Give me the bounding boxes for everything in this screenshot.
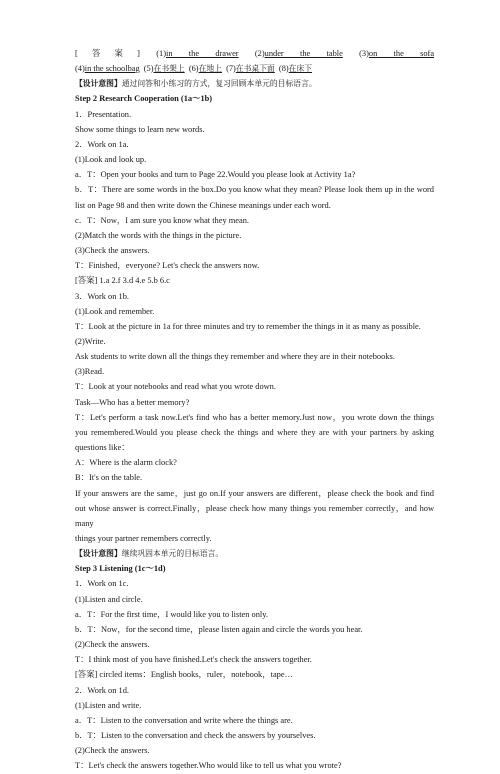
text-line: b．T：There are some words in the box.Do you know what they mean? Please look them up in the word bbox=[75, 185, 434, 195]
answer-num: (1) bbox=[156, 49, 166, 58]
text-line: (2)Check the answers. bbox=[75, 746, 150, 756]
design-label: 【设计意图】 bbox=[75, 549, 122, 559]
text-line: 2．Work on 1d. bbox=[75, 685, 129, 695]
answer-num: (6) bbox=[188, 64, 199, 74]
text-line: T：Let's check the answers together.Who would like to tell us what you wrote? bbox=[75, 761, 342, 771]
text-line: questions like： bbox=[75, 443, 130, 453]
answer-num: (2) bbox=[254, 49, 265, 58]
answer-item: under the table bbox=[264, 49, 343, 58]
text-line: (3)Check the answers. bbox=[75, 246, 150, 256]
answer-line: [答案] 1.a 2.f 3.d 4.e 5.b 6.c bbox=[75, 276, 170, 286]
text-line: Task—Who has a better memory? bbox=[75, 397, 190, 407]
text-line: you remembered.Would you please check the things and where they are with your partners by asking bbox=[75, 427, 434, 437]
text-line: If your answers are the same，just go on.If your answers are different，please check the book and find bbox=[75, 488, 434, 498]
answer-num: (8) bbox=[278, 64, 289, 74]
text-line: a．T：For the first time，I would like you to listen only. bbox=[75, 609, 268, 619]
text-line: b．T：Listen to the conversation and check the answers by yourselves. bbox=[75, 731, 316, 741]
text-line: list on Page 98 and then write down the Chinese meanings under each word. bbox=[75, 200, 331, 210]
text-line: B：It's on the table. bbox=[75, 473, 143, 483]
text-line: a．T：Listen to the conversation and write where the things are. bbox=[75, 715, 293, 725]
answer-line-2 bbox=[75, 61, 434, 76]
text-line: T：I think most of you have finished.Let's check the answers together. bbox=[75, 655, 312, 665]
step3-heading: Step 3 Listening (1c～1d) bbox=[75, 564, 166, 574]
text-line: 1．Presentation. bbox=[75, 109, 132, 119]
text-line: A：Where is the alarm clock? bbox=[75, 458, 177, 468]
answer-line-1 bbox=[75, 46, 434, 61]
text-line: T：Look at your notebooks and read what you wrote down. bbox=[75, 382, 276, 392]
text-line: c．T：Now，I am sure you know what they mean. bbox=[75, 215, 249, 225]
step2-heading: Step 2 Research Cooperation (1a～1b) bbox=[75, 94, 213, 104]
text-line: things your partner remembers correctly. bbox=[75, 534, 212, 543]
answer-num: (5) bbox=[143, 64, 154, 74]
answer-line: [答案] circled items：English books，ruler，notebook，tape… bbox=[75, 670, 293, 680]
text-line: (1)Listen and circle. bbox=[75, 594, 143, 604]
answer-num: (7) bbox=[226, 64, 236, 74]
text-line: Ask students to write down all the things they remember and where they are in their notebooks. bbox=[75, 352, 395, 362]
text-line: 1．Work on 1c. bbox=[75, 579, 129, 589]
answer-item: 在书桌下面 bbox=[235, 64, 275, 74]
answer-item: in the drawer bbox=[166, 49, 239, 58]
text-line: out whose answer is correct.Finally，please check how many things you remember correctly，and how many bbox=[75, 503, 434, 528]
answer-item: 在床下 bbox=[288, 64, 313, 74]
text-line: b．T：Now，for the second time，please listen again and circle the words you hear. bbox=[75, 624, 363, 634]
text-line: T：Look at the picture in 1a for three minutes and try to remember the things in it as many as possible. bbox=[75, 321, 421, 331]
text-line: a．T：Open your books and turn to Page 22.Would you please look at Activity 1a? bbox=[75, 170, 356, 180]
answer-item: 在书架上 bbox=[153, 64, 185, 74]
design-intent-1 bbox=[75, 76, 434, 91]
answer-label: [答案] bbox=[75, 49, 140, 58]
text-line: T：Let's perform a task now.Let's find who has a better memory.Just now，you wrote down the things bbox=[75, 412, 434, 422]
text-line: 2．Work on 1a. bbox=[75, 139, 129, 149]
design-label: 【设计意图】 bbox=[75, 79, 122, 89]
design-text: 继续巩固本单元的目标语言。 bbox=[121, 549, 224, 559]
text-line: (1)Look and look up. bbox=[75, 155, 147, 165]
text-line: (3)Read. bbox=[75, 367, 105, 377]
text-line: Show some things to learn new words. bbox=[75, 124, 205, 134]
text-line: (2)Check the answers. bbox=[75, 640, 150, 650]
answer-num: (4) bbox=[75, 64, 85, 74]
text-line: (2)Match the words with the things in the picture. bbox=[75, 230, 242, 240]
text-line: T：Finished，everyone? Let's check the answers now. bbox=[75, 261, 260, 271]
answer-item: on the sofa bbox=[368, 49, 434, 58]
design-intent-2 bbox=[75, 546, 434, 561]
text-line: (1)Listen and write. bbox=[75, 700, 142, 710]
text-line: 3．Work on 1b. bbox=[75, 291, 129, 301]
answer-item: in the schoolbag bbox=[84, 64, 140, 74]
text-line: (2)Write. bbox=[75, 336, 106, 346]
design-text: 通过问答和小练习的方式，复习回顾本单元的目标语言。 bbox=[121, 79, 317, 89]
text-line: (1)Look and remember. bbox=[75, 306, 155, 316]
answer-item: 在地上 bbox=[198, 64, 222, 74]
answer-num: (3) bbox=[359, 49, 369, 58]
